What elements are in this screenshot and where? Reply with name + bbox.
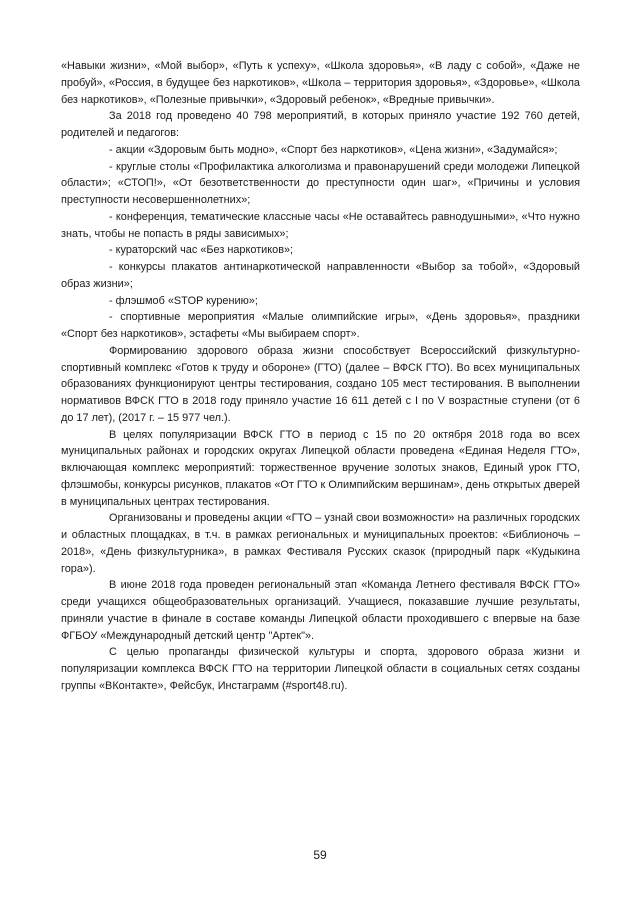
paragraph-1: «Навыки жизни», «Мой выбор», «Путь к успеху», «Школа здоровья», «В ладу с собой», «Даже не пробуй», «Россия, в будущее без наркотиков», «Школа – территория здоровья», «Здоровье», «Школа без наркотиков», «Полезные привычки», «Здоровый ребенок», «Вредные привычки». [61, 60, 580, 106]
list-item-flashmob: - флэшмоб «STOP курению»; [109, 294, 258, 307]
paragraph-gto-actions: Организованы и проведены акции «ГТО – узнай свои возможности» на различных городских и областных площадках, в т.ч. в рамках региональных и муниципальных проектов: «Библионочь – 2018», «День физкультурника», в рамках Фестиваля Русских сказок (природный парк «Кудыкина гора»). [61, 512, 580, 575]
paragraph-gto-complex: Формированию здорового образа жизни способствует Всероссийский физкультурно-спортивный комплекс «Готов к труду и обороне» (ГТО) (далее – ВФСК ГТО). Во всех муниципальных образованиях функционируют центры тестирования, создано 105 мест тестирования. В выполнении нормативов ВФСК ГТО в 2018 году приняло участие 16 611 детей с I по V возрастные ступени (от 6 до 17 лет), (2017 г. – 15 977 чел.). [61, 344, 580, 424]
paragraph-summer-festival: В июне 2018 года проведен региональный этап «Команда Летнего фестиваля ВФСК ГТО» среди учащихся общеобразовательных организаций. Учащиеся, показавшие лучшие результаты, приняли участие в финале в составе команды Липецкой области проходившего с впервые на базе ФГБОУ «Международный детский центр "Артек"». [61, 579, 580, 642]
document-body [61, 58, 580, 695]
list-item-conference: - конференция, тематические классные часы «Не оставайтесь равнодушными», «Что нужно знать, чтобы не попасть в ряды зависимых»; [61, 210, 580, 240]
list-item-poster-contests: - конкурсы плакатов антинаркотической направленности «Выбор за тобой», «Здоровый образ жизни»; [61, 261, 580, 290]
paragraph-gto-week: В целях популяризации ВФСК ГТО в период с 15 по 20 октября 2018 года во всех муниципальных районах и городских округах Липецкой области проведена «Единая Неделя ГТО», включающая комплекс мероприятий: торжественное вручение золотых знаков, Единый урок ГТО, флэшмобы, конкурсы рисунков, плакатов «От ГТО к Олимпийским вершинам», день открытых дверей в муниципальных центрах тестирования. [61, 428, 580, 508]
page-number: 59 [313, 848, 327, 862]
list-item-sport-events: - спортивные мероприятия «Малые олимпийские игры», «День здоровья», праздники «Спорт без наркотиков», эстафеты «Мы выбираем спорт». [61, 311, 580, 340]
list-item-curator-hour: - кураторский час «Без наркотиков»; [109, 244, 294, 257]
list-item-actions: - акции «Здоровым быть модно», «Спорт без наркотиков», «Цена жизни», «Задумайся»; [109, 143, 558, 156]
list-item-round-tables: - круглые столы «Профилактика алкоголизма и правонарушений среди молодежи Липецкой области»; «СТОП!», «От безответственности до преступности один шаг», «Причины и условия преступности несовершеннолетних»; [61, 160, 580, 206]
paragraph-2: За 2018 год проведено 40 798 мероприятий, в которых приняло участие 192 760 детей, родителей и педагогов: [61, 110, 580, 139]
paragraph-social-networks: С целью пропаганды физической культуры и спорта, здорового образа жизни и популяризации комплекса ВФСК ГТО на территории Липецкой области в социальных сетях созданы группы «ВКонтакте», Фейсбук, Инстаграмм (#sport48.ru). [61, 646, 580, 692]
